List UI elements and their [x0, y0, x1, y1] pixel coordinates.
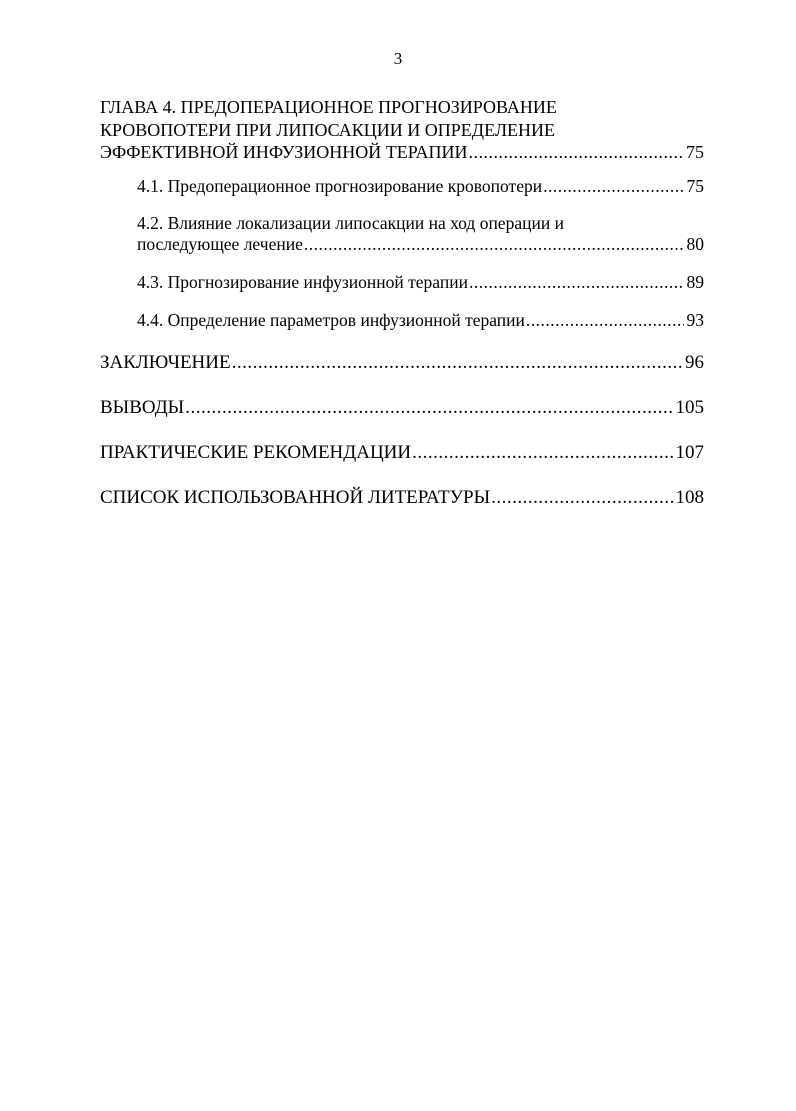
toc-entry-last-line — [137, 272, 704, 293]
toc-chapter-title-line-2: КРОВОПОТЕРИ ПРИ ЛИПОСАКЦИИ И ОПРЕДЕЛЕНИЕ — [100, 119, 556, 140]
toc-entry-title: ПРАКТИЧЕСКИЕ РЕКОМЕНДАЦИИ — [100, 442, 412, 463]
dot-leader — [185, 397, 672, 418]
toc-entry-4-1 — [137, 176, 704, 197]
toc-entry-last-line — [100, 442, 704, 463]
page-number: 3 — [393, 49, 403, 68]
toc-entry-title: СПИСОК ИСПОЛЬЗОВАННОЙ ЛИТЕРАТУРЫ — [100, 487, 491, 508]
dot-leader — [468, 141, 683, 164]
toc-page-ref: 108 — [675, 487, 704, 508]
dot-leader — [304, 234, 684, 255]
toc-entry-4-4 — [137, 310, 704, 331]
toc-entry-title: ЗАКЛЮЧЕНИЕ — [100, 352, 231, 373]
toc-entry-chapter-4 — [100, 96, 704, 164]
toc-entry-last-line — [100, 397, 704, 418]
toc-chapter-title-line-3: ЭФФЕКТИВНОЙ ИНФУЗИОННОЙ ТЕРАПИИ — [100, 142, 468, 162]
toc-entry-references — [100, 487, 704, 508]
toc-entry-last-line — [100, 352, 704, 373]
toc-page-ref: 105 — [675, 397, 704, 418]
toc-entry-title-line-2: последующее лечение — [137, 234, 303, 254]
toc-entry-4-2 — [137, 213, 704, 255]
toc-entry-title: ВЫВОДЫ — [100, 397, 185, 418]
toc-entry-4-3 — [137, 272, 704, 293]
toc-page-ref: 80 — [686, 234, 704, 254]
toc-page-ref: 93 — [686, 310, 704, 330]
toc-entry-title: 4.4. Определение параметров инфузионной терапии — [137, 310, 525, 330]
dot-leader — [491, 487, 672, 508]
toc-entry-last-line — [100, 141, 704, 164]
toc-entry-title-line-1: 4.2. Влияние локализации липосакции на ход операции и — [137, 213, 564, 233]
toc-entry-last-line — [137, 234, 704, 255]
dot-leader — [543, 176, 683, 197]
toc-entry-last-line — [137, 310, 704, 331]
toc-entry-title: 4.1. Предоперационное прогнозирование кровопотери — [137, 176, 543, 196]
toc-page-ref: 107 — [675, 442, 704, 463]
toc-entry-conclusion — [100, 352, 704, 373]
toc-page-ref: 96 — [685, 352, 704, 373]
toc-page-ref: 75 — [686, 142, 704, 162]
toc-entry-recommendations — [100, 442, 704, 463]
dot-leader — [412, 442, 672, 463]
toc-page-ref: 89 — [686, 272, 704, 292]
toc-page-ref: 75 — [686, 176, 704, 196]
dot-leader — [232, 352, 682, 373]
dot-leader — [526, 310, 684, 331]
dot-leader — [469, 272, 684, 293]
toc-entry-last-line — [137, 176, 704, 197]
toc-entry-findings — [100, 397, 704, 418]
toc-entry-title: 4.3. Прогнозирование инфузионной терапии — [137, 272, 468, 292]
toc-entry-last-line — [100, 487, 704, 508]
toc-chapter-title-line-1: ГЛАВА 4. ПРЕДОПЕРАЦИОННОЕ ПРОГНОЗИРОВАНИЕ — [100, 97, 557, 117]
